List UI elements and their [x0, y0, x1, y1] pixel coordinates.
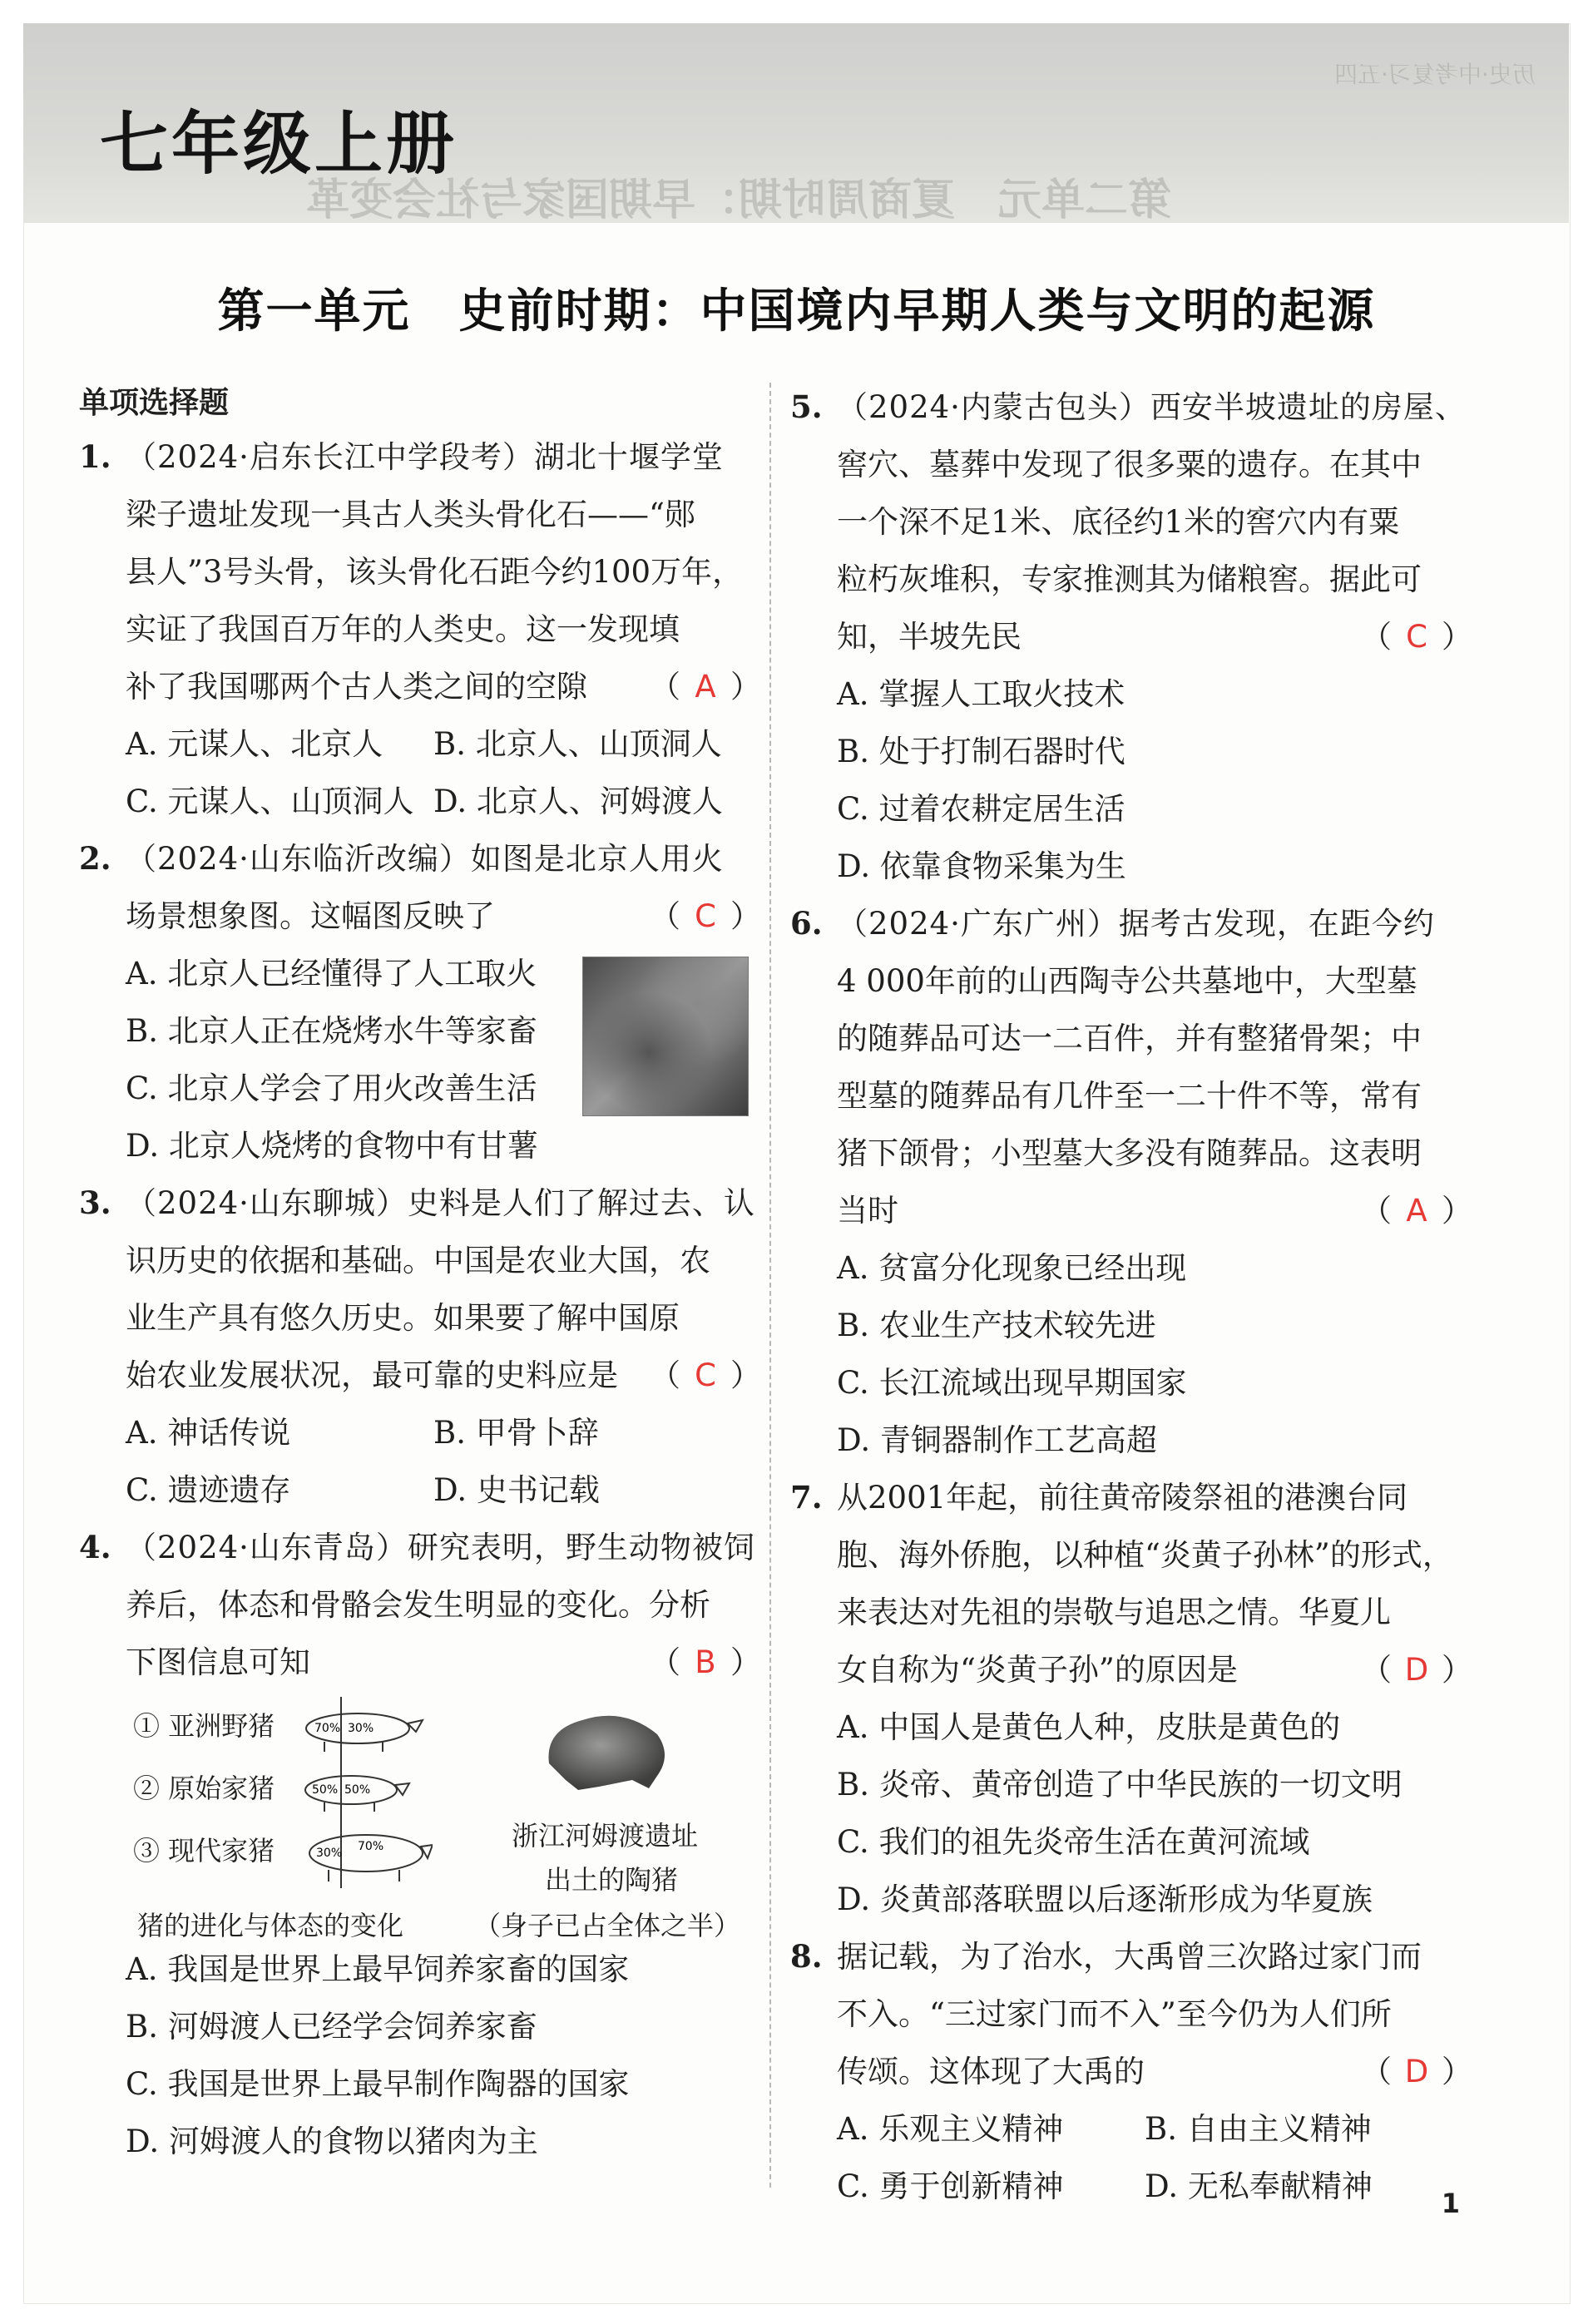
section-heading: 单项选择题	[79, 386, 230, 420]
question-number: 2.	[79, 840, 111, 877]
answer-bracket: （ B ）	[650, 1634, 761, 1691]
answer-letter: A	[1406, 1193, 1427, 1229]
question-line: 养后，体态和骨骼会发生明显的变化。分析	[126, 1587, 710, 1623]
page-number: 1	[1441, 2188, 1460, 2219]
option: D. 青铜器制作工艺高超	[837, 1422, 1157, 1458]
question-line: 识历史的依据和基础。中国是农业大国，农	[126, 1243, 710, 1278]
option: A. 乐观主义精神	[837, 2111, 1064, 2147]
answer-letter: C	[695, 898, 716, 934]
option: B. 河姆渡人已经学会饲养家畜	[126, 2009, 537, 2045]
question-number: 4.	[79, 1529, 111, 1565]
question-line: 1. （2024·启东长江中学段考）湖北十堰学堂	[79, 428, 761, 486]
question-number: 8.	[790, 1938, 823, 1975]
option-row	[79, 773, 761, 830]
question-8	[790, 1928, 1472, 2215]
question-line: 始农业发展状况，最可靠的史料应是 （ C ）	[79, 1347, 761, 1404]
pig-2-icon	[305, 1776, 409, 1812]
answer-letter: C	[695, 1357, 716, 1393]
answer-letter: C	[1406, 619, 1427, 655]
right-column	[790, 378, 1472, 2215]
question-line: 6. （2024·广东广州）据考古发现，在距今约	[790, 895, 1472, 952]
question-line: 知，半坡先民 （ C ）	[790, 608, 1472, 665]
question-number: 6.	[790, 905, 823, 942]
figure-caption-left: 猪的进化与体态的变化	[137, 1910, 404, 1941]
percent-label: 30%	[348, 1722, 374, 1735]
question-1	[79, 428, 761, 830]
figure-caption-right-1: 浙江河姆渡遗址	[512, 1820, 699, 1852]
answer-letter: D	[1404, 2054, 1429, 2089]
question-line: 场景想象图。这幅图反映了 （ C ）	[79, 888, 761, 945]
pig-1-icon	[306, 1713, 423, 1752]
percent-label: 30%	[316, 1847, 343, 1860]
pig-silhouettes	[291, 1697, 433, 1888]
answer-letter: D	[1404, 1652, 1429, 1688]
answer-bracket: （ C ）	[650, 888, 761, 945]
percent-label: 50%	[312, 1783, 339, 1797]
question-line: 窖穴、墓葬中发现了很多粟的遗存。在其中	[837, 447, 1422, 482]
option: C. 勇于创新精神	[837, 2168, 1064, 2204]
option: A. 掌握人工取火技术	[837, 676, 1125, 712]
figure-caption-right-2: 出土的陶猪	[545, 1864, 679, 1896]
answer-bracket: （ D ）	[1361, 2043, 1472, 2100]
pig-3-icon	[309, 1835, 433, 1881]
pig-label: ③ 现代家猪	[133, 1835, 275, 1867]
peking-man-fire-illustration	[582, 957, 749, 1116]
option: C. 元谋人、山顶洞人	[126, 784, 414, 819]
option: D. 无私奉献精神	[1145, 2168, 1373, 2204]
option: A. 贫富分化现象已经出现	[837, 1250, 1187, 1286]
option: B. 处于打制石器时代	[837, 734, 1125, 769]
question-line: 业生产具有悠久历史。如果要了解中国原	[126, 1300, 680, 1336]
pig-label: ② 原始家猪	[133, 1773, 275, 1804]
bleed-through-top: 历史·中考复习·五四	[1334, 61, 1536, 88]
question-line: 的随葬品可达一二百件，并有整猪骨架；中	[837, 1021, 1422, 1056]
question-line: 5. （2024·内蒙古包头）西安半坡遗址的房屋、	[790, 378, 1472, 436]
answer-bracket: （ C ）	[650, 1347, 761, 1404]
question-number: 3.	[79, 1184, 111, 1221]
option: B. 炎帝、黄帝创造了中华民族的一切文明	[837, 1767, 1403, 1802]
question-line: 一个深不足1米、底径约1米的窖穴内有粟	[837, 504, 1400, 540]
option-row	[790, 2100, 1472, 2158]
option-row	[790, 2158, 1472, 2215]
option: D. 河姆渡人的食物以猪肉为主	[126, 2124, 538, 2159]
question-5	[790, 378, 1472, 895]
answer-bracket: （ A ）	[650, 658, 761, 715]
figure-caption-right-3: （身子已占全体之半）	[474, 1910, 741, 1941]
question-line: 传颂。这体现了大禹的 （ D ）	[790, 2043, 1472, 2100]
option-row	[79, 715, 761, 773]
option: B. 北京人、山顶洞人	[433, 726, 722, 762]
option: B. 自由主义精神	[1145, 2111, 1372, 2147]
question-line: 梁子遗址发现一具古人类头骨化石——“郧	[126, 497, 695, 532]
option: C. 我国是世界上最早制作陶器的国家	[126, 2066, 630, 2102]
question-line: 猪下颌骨；小型墓大多没有随葬品。这表明	[837, 1135, 1422, 1171]
question-number: 7.	[790, 1479, 823, 1516]
pottery-pig-photo	[532, 1697, 674, 1805]
option: C. 北京人学会了用火改善生活	[126, 1071, 537, 1106]
option: C. 过着农耕定居生活	[837, 791, 1125, 827]
option: A. 北京人已经懂得了人工取火	[126, 956, 537, 991]
option: D. 北京人烧烤的食物中有甘薯	[126, 1128, 538, 1164]
question-7	[790, 1469, 1472, 1928]
option: A. 元谋人、北京人	[126, 726, 383, 762]
option: A. 我国是世界上最早饲养家畜的国家	[126, 1951, 630, 1987]
book-title: 七年级上册	[100, 105, 458, 184]
option: D. 依靠食物采集为生	[837, 848, 1126, 884]
question-line: 4. （2024·山东青岛）研究表明，野生动物被饲	[79, 1519, 761, 1576]
option: B. 北京人正在烧烤水牛等家畜	[126, 1013, 537, 1049]
option-row	[79, 1461, 761, 1519]
question-line: 7. 从2001年起，前往黄帝陵祭祖的港澳台同	[790, 1469, 1472, 1526]
unit-title: 第一单元 史前时期：中国境内早期人类与文明的起源	[217, 284, 1376, 339]
answer-bracket: （ C ）	[1361, 608, 1472, 665]
bleed-through-text: 第二单元 夏商周时期：早期国家与社会变革	[306, 175, 1172, 223]
answer-bracket: （ A ）	[1361, 1182, 1472, 1239]
pig-label: ① 亚洲野猪	[133, 1710, 275, 1742]
question-line: 4 000年前的山西陶寺公共墓地中，大型墓	[837, 963, 1417, 999]
percent-label: 70%	[358, 1840, 384, 1853]
percent-label: 50%	[344, 1783, 371, 1797]
question-number: 5.	[790, 388, 823, 425]
question-3	[79, 1174, 761, 1519]
answer-letter: A	[695, 669, 716, 705]
option: D. 炎黄部落联盟以后逐渐形成为华夏族	[837, 1881, 1373, 1917]
answer-bracket: （ D ）	[1361, 1641, 1472, 1698]
question-line: 当时 （ A ）	[790, 1182, 1472, 1239]
option: B. 农业生产技术较先进	[837, 1308, 1156, 1343]
question-line: 胞、海外侨胞，以种植“炎黄子孙林”的形式，	[837, 1537, 1453, 1573]
question-6	[790, 895, 1472, 1469]
option: A. 神话传说	[126, 1415, 291, 1451]
question-line: 2. （2024·山东临沂改编）如图是北京人用火	[79, 830, 761, 888]
question-line: 县人”3号头骨，该头骨化石距今约100万年，	[126, 554, 744, 590]
option: D. 北京人、河姆渡人	[433, 784, 723, 819]
option: D. 史书记载	[433, 1472, 600, 1508]
question-number: 1.	[79, 438, 111, 475]
option: C. 长江流域出现早期国家	[837, 1365, 1187, 1401]
question-line: 粒朽灰堆积，专家推测其为储粮窖。据此可	[837, 561, 1422, 597]
option: B. 甲骨卜辞	[433, 1415, 599, 1451]
question-line: 3. （2024·山东聊城）史料是人们了解过去、认	[79, 1174, 761, 1232]
answer-letter: B	[695, 1644, 716, 1680]
option: A. 中国人是黄色人种，皮肤是黄色的	[837, 1709, 1341, 1745]
option: C. 我们的祖先炎帝生活在黄河流域	[837, 1824, 1310, 1860]
pig-evolution-figure	[125, 1697, 807, 1946]
question-line: 补了我国哪两个古人类之间的空隙 （ A ）	[79, 658, 761, 715]
option-row	[79, 1404, 761, 1461]
question-line: 女自称为“炎黄子孙”的原因是 （ D ）	[790, 1641, 1472, 1698]
percent-label: 70%	[314, 1722, 341, 1735]
question-line: 下图信息可知 （ B ）	[79, 1634, 761, 1691]
question-line: 型墓的随葬品有几件至一二十件不等，常有	[837, 1078, 1422, 1114]
question-line: 来表达对先祖的崇敬与追思之情。华夏儿	[837, 1595, 1391, 1630]
option: C. 遗迹遗存	[126, 1472, 291, 1508]
question-line: 8. 据记载，为了治水，大禹曾三次路过家门而	[790, 1928, 1472, 1985]
question-line: 实证了我国百万年的人类史。这一发现填	[126, 611, 680, 647]
question-line: 不入。“三过家门而不入”至今仍为人们所	[837, 1996, 1392, 2032]
